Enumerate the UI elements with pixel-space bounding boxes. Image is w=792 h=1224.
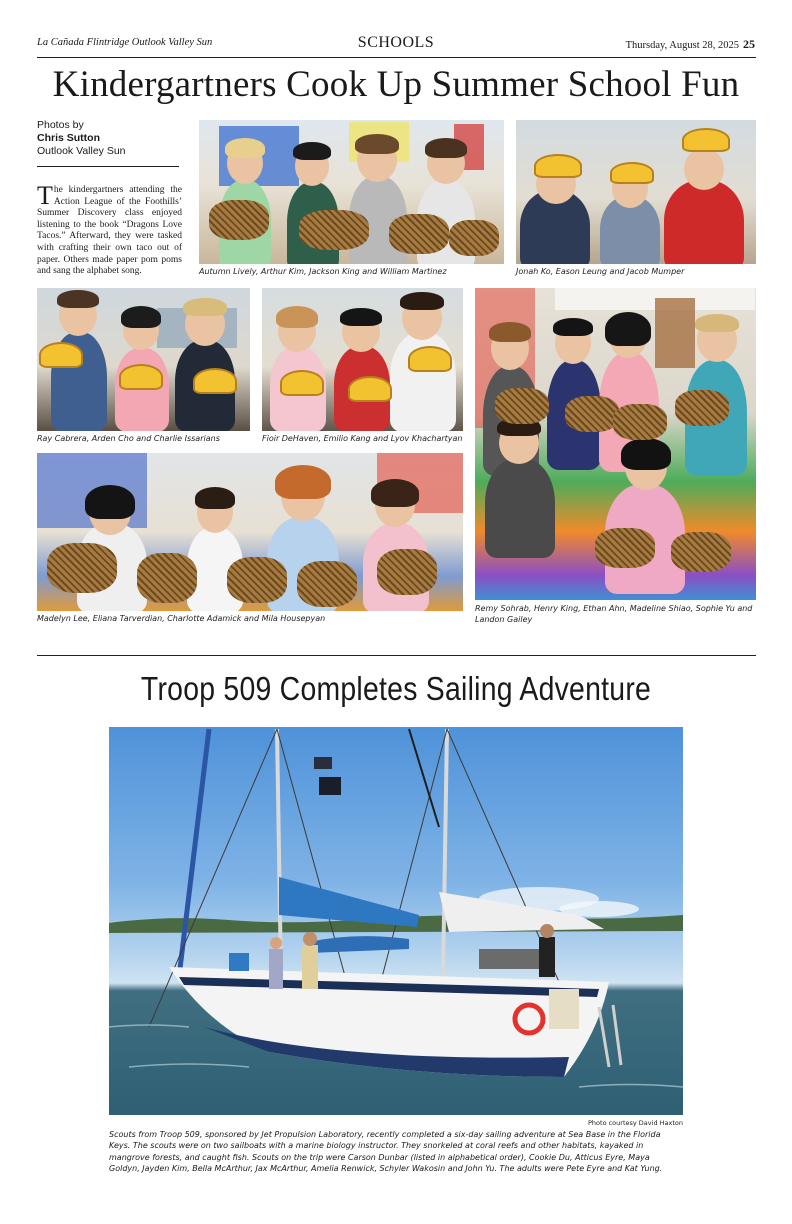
publication-name: La Cañada Flintridge Outlook Valley Sun bbox=[37, 37, 213, 48]
caption-photo-4: Fioir DeHaven, Emilio Kang and Lyov Khachartyan bbox=[262, 434, 463, 443]
photo-kids-classroom-3 bbox=[37, 288, 250, 431]
headline-kindergartners: Kindergartners Cook Up Summer School Fun bbox=[52, 64, 740, 105]
section-divider bbox=[37, 655, 756, 656]
caption-photo-3: Ray Cabrera, Arden Cho and Charlie Issarians bbox=[37, 434, 220, 443]
header-rule bbox=[37, 57, 756, 58]
photo-kids-classroom-1 bbox=[199, 120, 504, 264]
byline-org: Outlook Valley Sun bbox=[37, 145, 126, 157]
photo-kids-classroom-5 bbox=[37, 453, 463, 611]
photo-credit: Photo courtesy David Haxton bbox=[588, 1119, 683, 1127]
caption-photo-6: Remy Sohrab, Henry King, Ethan Ahn, Madeline Shiao, Sophie Yu and Landon Gailey bbox=[475, 604, 753, 624]
date-text: Thursday, August 28, 2025 bbox=[625, 40, 739, 51]
byline-name: Chris Sutton bbox=[37, 132, 100, 144]
photo-sailboat bbox=[109, 727, 683, 1115]
photo-kids-classroom-4 bbox=[262, 288, 463, 431]
photo-byline bbox=[37, 119, 179, 158]
issue-date bbox=[626, 37, 755, 52]
caption-photo-2: Jonah Ko, Eason Leung and Jacob Mumper bbox=[516, 267, 685, 276]
byline-rule bbox=[37, 166, 179, 167]
caption-photo-1: Autumn Lively, Arthur Kim, Jackson King and William Martinez bbox=[199, 267, 447, 276]
drop-cap: T bbox=[37, 181, 53, 210]
sailboat-illustration bbox=[109, 727, 683, 1115]
headline-troop-509: Troop 509 Completes Sailing Adventure bbox=[140, 670, 652, 707]
photo-kids-classroom-2 bbox=[516, 120, 756, 264]
caption-photo-5: Madelyn Lee, Eliana Tarverdian, Charlotte Adamick and Mila Housepyan bbox=[37, 614, 326, 623]
page-number: 25 bbox=[743, 37, 755, 51]
caption-sailboat: Scouts from Troop 509, sponsored by Jet Propulsion Laboratory, recently completed a six-day sailing adventure at Sea Base in the Florida Keys. The scouts were on two sailboats with a marine biology instructor. They snorkeled at coral reefs and other habitats, kayaked in mangrove forests, and caught fish. Scouts on the trip were Carson Dunbar (listed in alphabetical order), Cookie Du, Atticus Eyre, Maya Goldyn, Jayden Kim, Bella McArthur, Jax McArthur, Amelia Renwick, Schyler Wakosin and John Yu. The adults were Pete Eyre and Kat Yung. bbox=[109, 1130, 663, 1173]
story-body bbox=[37, 181, 182, 278]
photo-kids-classroom-6 bbox=[475, 288, 756, 600]
section-title: SCHOOLS bbox=[357, 34, 435, 51]
story-text: he kindergartners attending the Action League of the Foothills’ Summer Discovery class enjoyed listening to the book “Dragons Love Tacos.” Afterward, they were tasked with crafting their own taco out of paper. Others made paper pom poms and sang the alphabet song. bbox=[37, 185, 182, 277]
byline-prefix: Photos by bbox=[37, 119, 84, 131]
